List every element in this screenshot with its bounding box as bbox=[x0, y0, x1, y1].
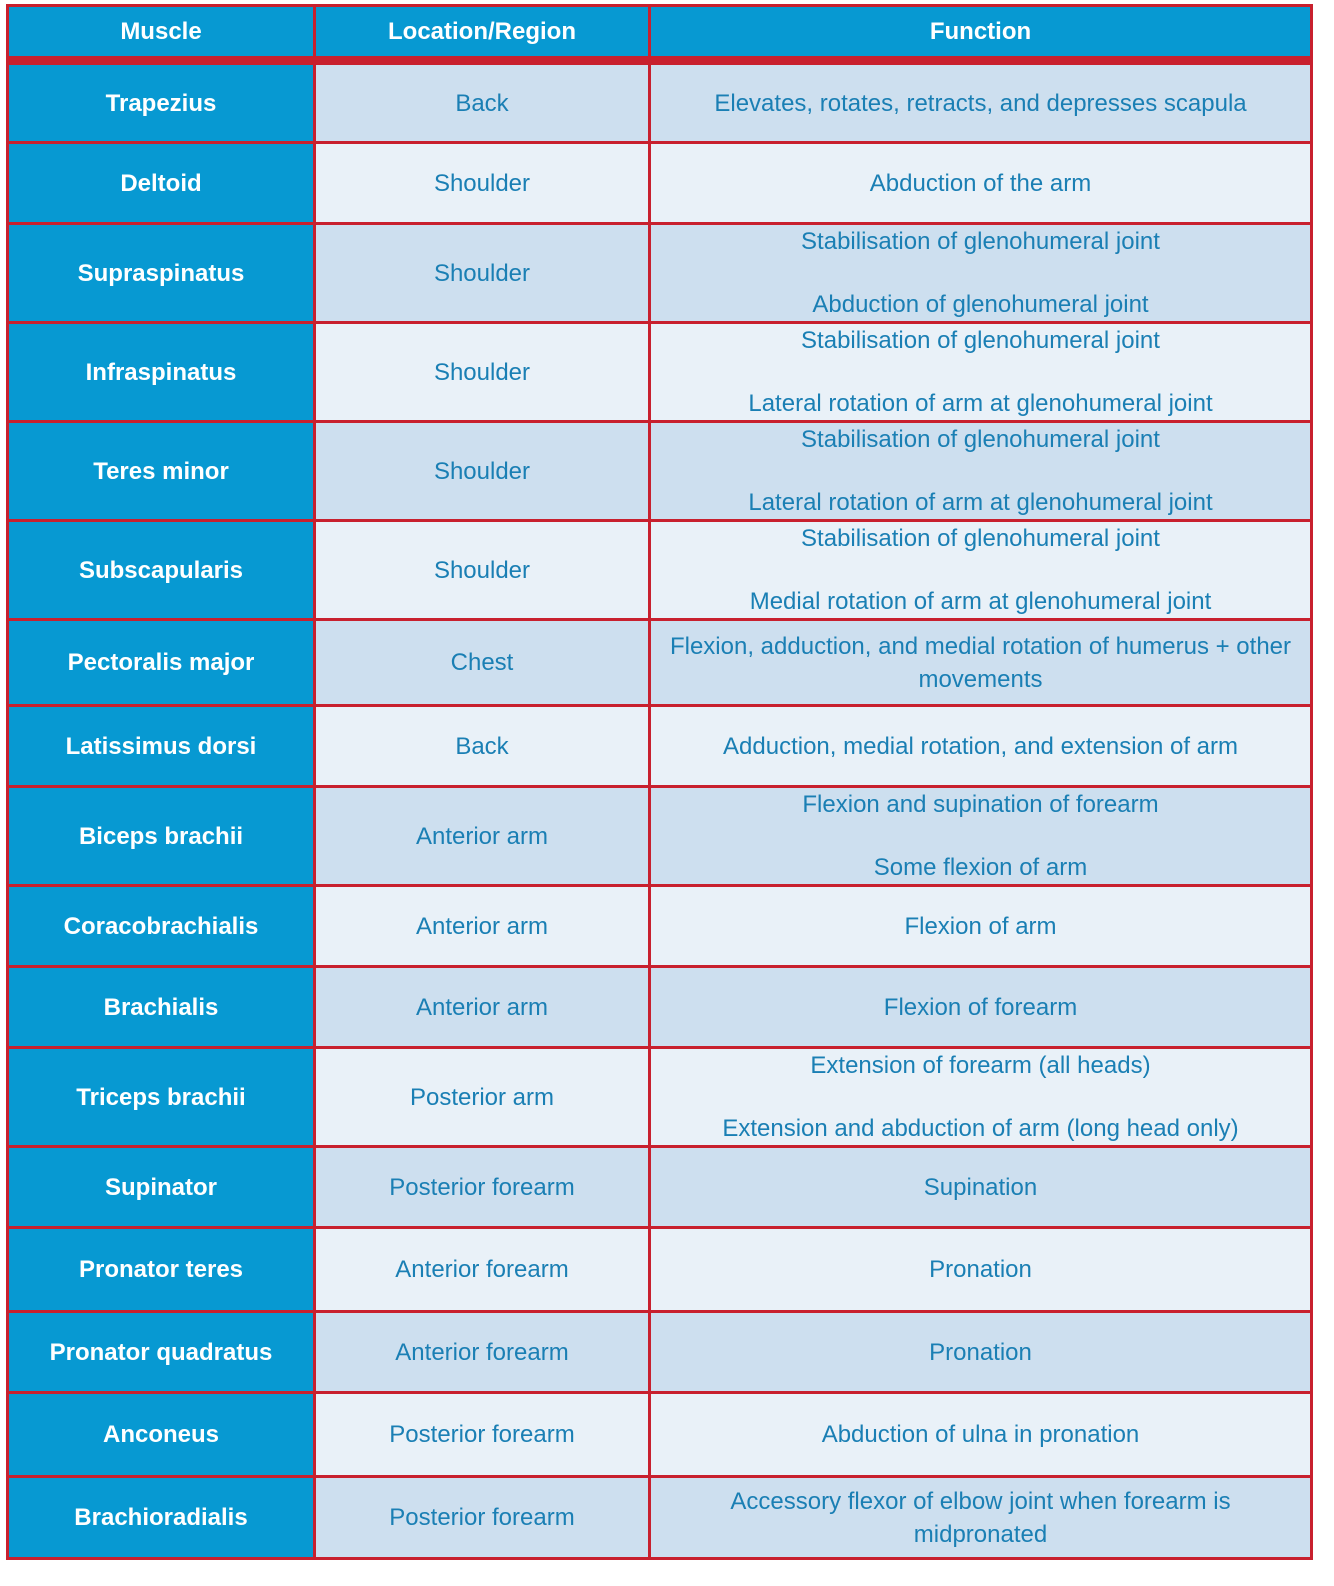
muscle-name-cell: Brachioradialis bbox=[8, 1477, 315, 1559]
location-region-cell: Anterior forearm bbox=[315, 1312, 650, 1393]
function-line: Stabilisation of glenohumeral joint bbox=[801, 327, 1160, 354]
function-cell bbox=[650, 61, 1312, 143]
function-line: Flexion of arm bbox=[904, 912, 1057, 940]
table-row bbox=[8, 1147, 1312, 1228]
function-line: Accessory flexor of elbow joint when forearm is midpronated bbox=[730, 1487, 1231, 1548]
function-line: Pronation bbox=[929, 1256, 1032, 1283]
function-line: Stabilisation of glenohumeral joint bbox=[801, 228, 1160, 255]
header-function: Function bbox=[650, 6, 1312, 61]
function-line: Adduction, medial rotation, and extension of arm bbox=[723, 732, 1238, 760]
table-row bbox=[8, 521, 1312, 620]
table-header bbox=[8, 6, 1312, 61]
function-cell bbox=[650, 422, 1312, 521]
muscle-name-cell: Pronator teres bbox=[8, 1228, 315, 1312]
function-line: Extension of forearm (all heads) bbox=[810, 1052, 1151, 1079]
table-row bbox=[8, 1312, 1312, 1393]
function-line: Stabilisation of glenohumeral joint bbox=[801, 426, 1160, 453]
location-region-cell: Anterior arm bbox=[315, 787, 650, 886]
table-body bbox=[8, 61, 1312, 1559]
function-line-gap bbox=[665, 357, 1296, 387]
function-line: Some flexion of arm bbox=[873, 854, 1088, 881]
function-cell bbox=[650, 1147, 1312, 1228]
function-cell bbox=[650, 886, 1312, 967]
muscle-name-cell: Pronator quadratus bbox=[8, 1312, 315, 1393]
table-row bbox=[8, 787, 1312, 886]
function-line: Medial rotation of arm at glenohumeral joint bbox=[749, 588, 1212, 615]
function-cell bbox=[650, 143, 1312, 224]
muscle-table bbox=[6, 4, 1313, 1560]
location-region-cell: Back bbox=[315, 61, 650, 143]
muscle-name-cell: Deltoid bbox=[8, 143, 315, 224]
function-line: Flexion of forearm bbox=[883, 993, 1078, 1021]
location-region-cell: Anterior arm bbox=[315, 967, 650, 1048]
location-region-cell: Shoulder bbox=[315, 143, 650, 224]
table-row bbox=[8, 1048, 1312, 1147]
muscle-name-cell: Coracobrachialis bbox=[8, 886, 315, 967]
table-row bbox=[8, 967, 1312, 1048]
muscle-name-cell: Teres minor bbox=[8, 422, 315, 521]
location-region-cell: Chest bbox=[315, 620, 650, 706]
location-region-cell: Shoulder bbox=[315, 323, 650, 422]
location-region-cell: Anterior forearm bbox=[315, 1228, 650, 1312]
function-cell bbox=[650, 224, 1312, 323]
muscle-name-cell: Triceps brachii bbox=[8, 1048, 315, 1147]
header-row bbox=[8, 6, 1312, 61]
table-row bbox=[8, 323, 1312, 422]
function-line-gap bbox=[665, 456, 1296, 486]
location-region-cell: Posterior forearm bbox=[315, 1393, 650, 1477]
muscle-name-cell: Infraspinatus bbox=[8, 323, 315, 422]
function-cell bbox=[650, 706, 1312, 787]
table-row bbox=[8, 706, 1312, 787]
function-cell bbox=[650, 1393, 1312, 1477]
function-line: Extension and abduction of arm (long head only) bbox=[722, 1115, 1239, 1142]
muscle-name-cell: Anconeus bbox=[8, 1393, 315, 1477]
function-line: Stabilisation of glenohumeral joint bbox=[801, 525, 1160, 552]
location-region-cell: Shoulder bbox=[315, 422, 650, 521]
function-cell bbox=[650, 1477, 1312, 1559]
function-line-gap bbox=[665, 1082, 1296, 1112]
muscle-name-cell: Trapezius bbox=[8, 61, 315, 143]
function-line: Elevates, rotates, retracts, and depresses scapula bbox=[714, 89, 1247, 117]
location-region-cell: Posterior forearm bbox=[315, 1147, 650, 1228]
function-line: Flexion, adduction, and medial rotation of humerus + other movements bbox=[669, 632, 1292, 693]
table-row bbox=[8, 620, 1312, 706]
function-line: Lateral rotation of arm at glenohumeral joint bbox=[748, 390, 1213, 417]
table-row bbox=[8, 1393, 1312, 1477]
muscle-name-cell: Supraspinatus bbox=[8, 224, 315, 323]
function-line: Flexion and supination of forearm bbox=[802, 791, 1159, 818]
function-cell bbox=[650, 1312, 1312, 1393]
table-row bbox=[8, 61, 1312, 143]
function-line: Lateral rotation of arm at glenohumeral joint bbox=[748, 489, 1213, 516]
muscle-name-cell: Brachialis bbox=[8, 967, 315, 1048]
function-line-gap bbox=[665, 821, 1296, 851]
header-muscle: Muscle bbox=[8, 6, 315, 61]
function-cell bbox=[650, 1228, 1312, 1312]
function-cell bbox=[650, 967, 1312, 1048]
function-line-gap bbox=[665, 555, 1296, 585]
muscle-name-cell: Supinator bbox=[8, 1147, 315, 1228]
location-region-cell: Back bbox=[315, 706, 650, 787]
muscle-name-cell: Subscapularis bbox=[8, 521, 315, 620]
location-region-cell: Posterior arm bbox=[315, 1048, 650, 1147]
function-line: Abduction of ulna in pronation bbox=[821, 1421, 1140, 1448]
location-region-cell: Shoulder bbox=[315, 521, 650, 620]
table-row bbox=[8, 886, 1312, 967]
function-cell bbox=[650, 787, 1312, 886]
header-location-region: Location/Region bbox=[315, 6, 650, 61]
function-line: Supination bbox=[923, 1173, 1038, 1201]
function-cell bbox=[650, 1048, 1312, 1147]
muscle-name-cell: Latissimus dorsi bbox=[8, 706, 315, 787]
muscle-name-cell: Biceps brachii bbox=[8, 787, 315, 886]
location-region-cell: Anterior arm bbox=[315, 886, 650, 967]
location-region-cell: Shoulder bbox=[315, 224, 650, 323]
function-cell bbox=[650, 620, 1312, 706]
function-cell bbox=[650, 323, 1312, 422]
table-row bbox=[8, 422, 1312, 521]
table-row bbox=[8, 143, 1312, 224]
muscle-name-cell: Pectoralis major bbox=[8, 620, 315, 706]
function-line: Abduction of the arm bbox=[869, 169, 1092, 197]
function-line-gap bbox=[665, 258, 1296, 288]
table-row bbox=[8, 224, 1312, 323]
function-cell bbox=[650, 521, 1312, 620]
table-row bbox=[8, 1477, 1312, 1559]
function-line: Abduction of glenohumeral joint bbox=[812, 291, 1149, 318]
function-line: Pronation bbox=[929, 1338, 1032, 1366]
table-row bbox=[8, 1228, 1312, 1312]
location-region-cell: Posterior forearm bbox=[315, 1477, 650, 1559]
